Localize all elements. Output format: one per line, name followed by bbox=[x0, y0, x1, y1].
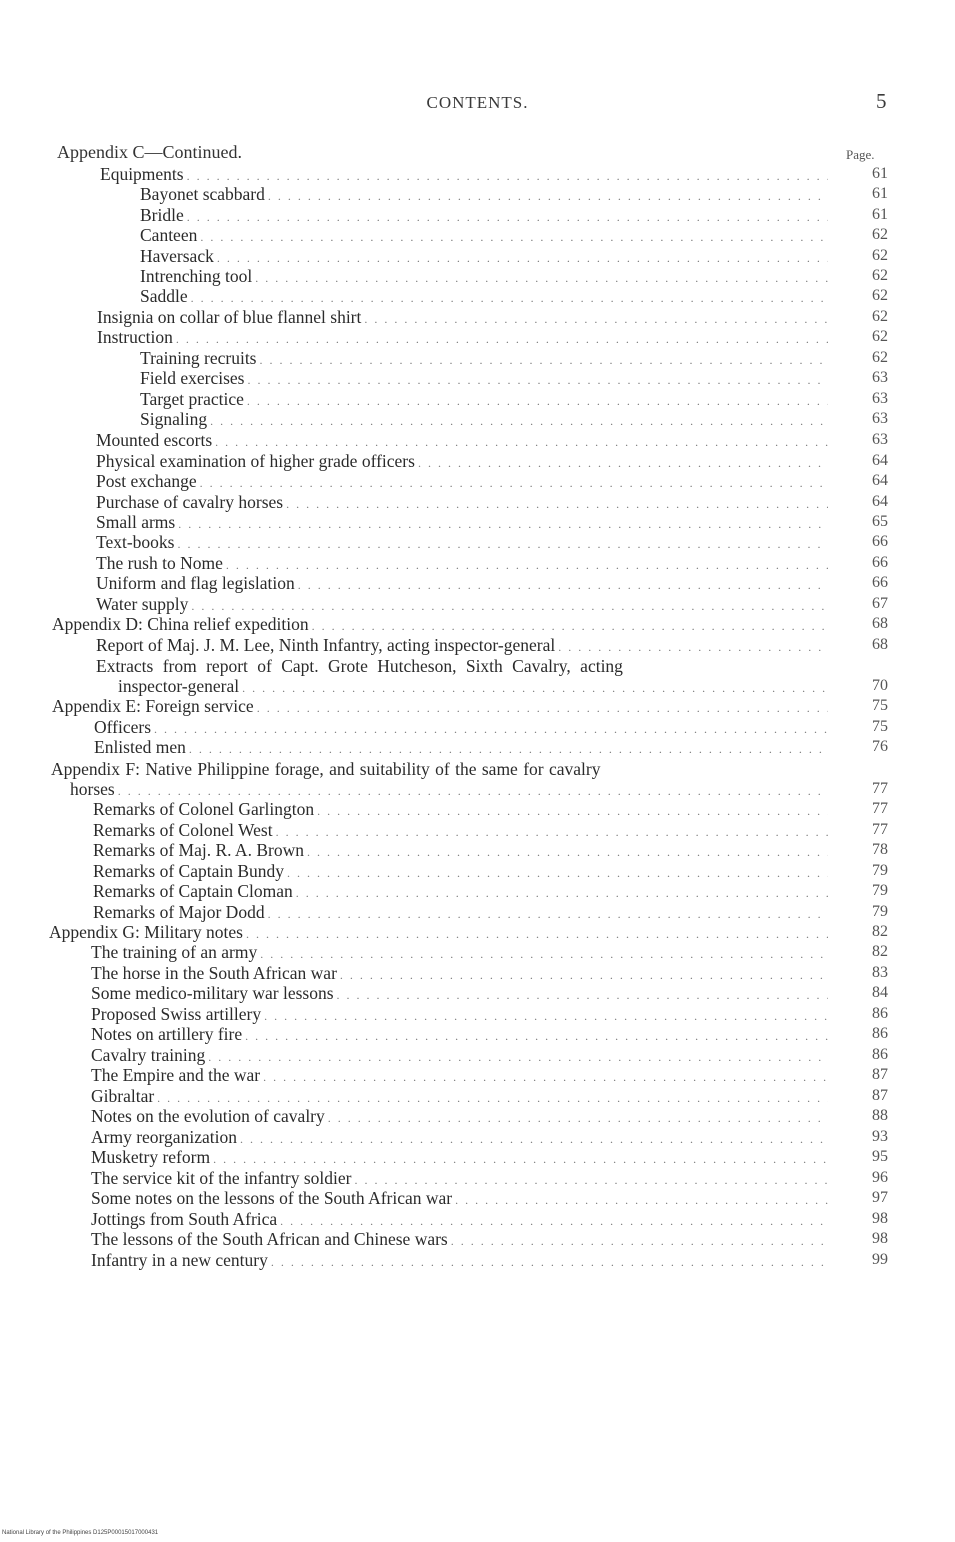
leader-dots bbox=[187, 207, 828, 227]
leader-dots bbox=[264, 1006, 828, 1026]
toc-entry-label: Extracts from report of Capt. Grote Hutcheson, Sixth Cavalry, acting bbox=[96, 656, 623, 676]
toc-entry bbox=[96, 553, 888, 573]
toc-entry-page: 99 bbox=[872, 1251, 888, 1268]
toc-entry-page: 79 bbox=[872, 882, 888, 899]
toc-entry bbox=[140, 389, 888, 409]
toc-entry bbox=[96, 532, 888, 552]
leader-dots bbox=[191, 288, 828, 308]
toc-entry bbox=[96, 635, 888, 655]
toc-entry-label: Equipments bbox=[100, 164, 184, 184]
leader-dots bbox=[268, 186, 828, 206]
toc-entry-page: 79 bbox=[872, 862, 888, 879]
toc-entry bbox=[91, 963, 888, 983]
toc-entry bbox=[96, 656, 828, 676]
toc-entry bbox=[91, 1045, 888, 1065]
toc-entry-label: Appendix E: Foreign service bbox=[52, 696, 254, 716]
toc-entry-page: 61 bbox=[872, 185, 888, 202]
leader-dots bbox=[154, 719, 828, 739]
toc-entry-page: 98 bbox=[872, 1230, 888, 1247]
toc-entry-page: 63 bbox=[872, 410, 888, 427]
toc-entry-label: Insignia on collar of blue flannel shirt bbox=[97, 307, 362, 327]
leader-dots bbox=[191, 596, 828, 616]
toc-entry-label: Saddle bbox=[140, 286, 188, 306]
toc-entry-page: 83 bbox=[872, 964, 888, 981]
toc-entry bbox=[52, 696, 888, 716]
leader-dots bbox=[418, 453, 828, 473]
leader-dots bbox=[178, 514, 828, 534]
toc-entry bbox=[91, 1147, 888, 1167]
toc-entry-label: Signaling bbox=[140, 409, 208, 429]
toc-entry-page: 61 bbox=[872, 165, 888, 182]
leader-dots bbox=[210, 411, 828, 431]
toc-entry-page: 68 bbox=[872, 615, 888, 632]
toc-entry-label: Appendix F: Native Philippine forage, and suitability of the same for cavalry bbox=[51, 759, 601, 779]
toc-entry-page: 86 bbox=[872, 1025, 888, 1042]
toc-entry-page: 63 bbox=[872, 431, 888, 448]
toc-entry bbox=[91, 1188, 888, 1208]
toc-entry-label: Report of Maj. J. M. Lee, Ninth Infantry, acting inspector-general bbox=[96, 635, 556, 655]
leader-dots bbox=[257, 698, 828, 718]
toc-entry-label: Remarks of Maj. R. A. Brown bbox=[93, 840, 304, 860]
toc-entry bbox=[93, 820, 888, 840]
leader-dots bbox=[215, 432, 828, 452]
leader-dots bbox=[287, 863, 828, 883]
leader-dots bbox=[317, 801, 828, 821]
toc-entry bbox=[96, 471, 888, 491]
leader-dots bbox=[200, 227, 828, 247]
toc-entry-label: Instruction bbox=[97, 327, 173, 347]
toc-entry-label: Haversack bbox=[140, 246, 214, 266]
toc-entry bbox=[96, 430, 888, 450]
leader-dots bbox=[312, 616, 828, 636]
toc-entry bbox=[140, 205, 888, 225]
toc-entry bbox=[91, 1250, 888, 1270]
toc-entry-label: Mounted escorts bbox=[96, 430, 213, 450]
toc-entry bbox=[49, 922, 888, 942]
leader-dots bbox=[328, 1108, 828, 1128]
toc-entry bbox=[140, 225, 888, 245]
leader-dots bbox=[364, 309, 828, 329]
toc-entry bbox=[96, 512, 888, 532]
section-heading: Appendix C—Continued. bbox=[57, 142, 242, 162]
toc-entry bbox=[96, 573, 888, 593]
toc-entry-label: Some medico-military war lessons bbox=[91, 983, 334, 1003]
toc-entry-label: Canteen bbox=[140, 225, 198, 245]
toc-entry bbox=[91, 1229, 888, 1249]
leader-dots bbox=[187, 166, 828, 186]
leader-dots bbox=[200, 473, 828, 493]
toc-entry-page: 77 bbox=[872, 821, 888, 838]
toc-entry bbox=[91, 983, 888, 1003]
toc-entry bbox=[140, 286, 888, 306]
toc-entry bbox=[96, 594, 888, 614]
leader-dots bbox=[247, 370, 828, 390]
toc-entry-page: 86 bbox=[872, 1046, 888, 1063]
toc-entry bbox=[52, 614, 888, 634]
toc-entry-page: 62 bbox=[872, 267, 888, 284]
leader-dots bbox=[307, 842, 828, 862]
toc-entry-label: Infantry in a new century bbox=[91, 1250, 268, 1270]
toc-entry-page: 75 bbox=[872, 697, 888, 714]
leader-dots bbox=[189, 739, 828, 759]
toc-entry-page: 64 bbox=[872, 472, 888, 489]
toc-entry-label: Text-books bbox=[96, 532, 175, 552]
leader-dots bbox=[217, 248, 828, 268]
leader-dots bbox=[276, 822, 828, 842]
toc-entry-page: 68 bbox=[872, 636, 888, 653]
toc-entry bbox=[97, 327, 888, 347]
toc-entry bbox=[96, 451, 888, 471]
toc-entry-label: Notes on artillery fire bbox=[91, 1024, 243, 1044]
toc-entry-page: 67 bbox=[872, 595, 888, 612]
leader-dots bbox=[558, 637, 828, 657]
toc-entry-page: 93 bbox=[872, 1128, 888, 1145]
toc-entry bbox=[91, 1168, 888, 1188]
leader-dots bbox=[118, 781, 828, 801]
toc-entry-label: The lessons of the South African and Chinese wars bbox=[91, 1229, 448, 1249]
toc-entry bbox=[91, 1086, 888, 1106]
toc-entry-page: 63 bbox=[872, 369, 888, 386]
toc-entry bbox=[93, 861, 888, 881]
leader-dots bbox=[242, 678, 828, 698]
toc-entry-page: 87 bbox=[872, 1087, 888, 1104]
toc-entry bbox=[140, 368, 888, 388]
toc-entry-page: 82 bbox=[872, 943, 888, 960]
toc-entry-page: 63 bbox=[872, 390, 888, 407]
toc-entry-label: Some notes on the lessons of the South African war bbox=[91, 1188, 453, 1208]
toc-entry-label: Post exchange bbox=[96, 471, 197, 491]
leader-dots bbox=[280, 1211, 828, 1231]
toc-entry-label: Enlisted men bbox=[94, 737, 186, 757]
toc-entry-page: 62 bbox=[872, 247, 888, 264]
toc-entry-page: 87 bbox=[872, 1066, 888, 1083]
toc-entry-label: Target practice bbox=[140, 389, 244, 409]
leader-dots bbox=[263, 1067, 828, 1087]
page-number: 5 bbox=[876, 89, 887, 113]
toc-entry-label: Bridle bbox=[140, 205, 184, 225]
toc-entry-label: The horse in the South African war bbox=[91, 963, 337, 983]
leader-dots bbox=[247, 391, 828, 411]
leader-dots bbox=[255, 268, 828, 288]
toc-entry-page: 98 bbox=[872, 1210, 888, 1227]
page-header-title: CONTENTS. bbox=[426, 93, 529, 112]
leader-dots bbox=[157, 1088, 828, 1108]
toc-entry-label: Musketry reform bbox=[91, 1147, 211, 1167]
toc-entry-page: 82 bbox=[872, 923, 888, 940]
toc-entry-page: 79 bbox=[872, 903, 888, 920]
toc-entry-label: Small arms bbox=[96, 512, 176, 532]
toc-entry-label: Appendix D: China relief expedition bbox=[52, 614, 309, 634]
toc-entry-label: Remarks of Colonel Garlington bbox=[93, 799, 315, 819]
leader-dots bbox=[208, 1047, 828, 1067]
toc-entry bbox=[118, 676, 888, 696]
toc-entry bbox=[93, 799, 888, 819]
toc-entry-label: Proposed Swiss artillery bbox=[91, 1004, 262, 1024]
toc-entry-label: Water supply bbox=[96, 594, 189, 614]
page-column-label: Page. bbox=[846, 147, 875, 162]
toc-entry-page: 62 bbox=[872, 328, 888, 345]
toc-entry-label: horses bbox=[70, 779, 115, 799]
leader-dots bbox=[271, 1252, 828, 1272]
toc-entry-label: Training recruits bbox=[140, 348, 257, 368]
toc-entry-label: The training of an army bbox=[91, 942, 258, 962]
toc-entry bbox=[91, 1127, 888, 1147]
toc-entry-label: Remarks of Captain Bundy bbox=[93, 861, 285, 881]
toc-entry bbox=[96, 492, 888, 512]
leader-dots bbox=[298, 575, 828, 595]
library-footer: National Library of the Philippines D125P00015017000431 bbox=[2, 1530, 159, 1536]
toc-entry bbox=[97, 307, 888, 327]
toc-entry-page: 65 bbox=[872, 513, 888, 530]
toc-entry-page: 88 bbox=[872, 1107, 888, 1124]
toc-entry-label: Physical examination of higher grade officers bbox=[96, 451, 415, 471]
toc-entry bbox=[91, 942, 888, 962]
toc-entry-page: 62 bbox=[872, 226, 888, 243]
toc-entry-label: Cavalry training bbox=[91, 1045, 206, 1065]
leader-dots bbox=[337, 985, 828, 1005]
toc-entry-label: inspector-general bbox=[118, 676, 240, 696]
toc-entry bbox=[140, 348, 888, 368]
leader-dots bbox=[354, 1170, 828, 1190]
leader-dots bbox=[268, 904, 828, 924]
toc-entry bbox=[91, 1065, 888, 1085]
toc-entry bbox=[93, 902, 888, 922]
toc-entry-label: Bayonet scabbard bbox=[140, 184, 265, 204]
toc-entry bbox=[140, 184, 888, 204]
toc-entry-label: Remarks of Colonel West bbox=[93, 820, 273, 840]
toc-entry-page: 95 bbox=[872, 1148, 888, 1165]
toc-entry-page: 78 bbox=[872, 841, 888, 858]
toc-entry-page: 66 bbox=[872, 554, 888, 571]
toc-entry-label: The Empire and the war bbox=[91, 1065, 261, 1085]
leader-dots bbox=[176, 329, 828, 349]
leader-dots bbox=[286, 494, 828, 514]
toc-entry bbox=[140, 266, 888, 286]
toc-entry-label: Notes on the evolution of cavalry bbox=[91, 1106, 325, 1126]
toc-entry-label: Gibraltar bbox=[91, 1086, 155, 1106]
toc-entry-label: The rush to Nome bbox=[96, 553, 223, 573]
leader-dots bbox=[240, 1129, 828, 1149]
toc-entry bbox=[70, 779, 888, 799]
toc-entry-page: 62 bbox=[872, 287, 888, 304]
leader-dots bbox=[296, 883, 828, 903]
toc-entry bbox=[51, 759, 828, 779]
toc-entry-page: 64 bbox=[872, 493, 888, 510]
toc-entry bbox=[94, 717, 888, 737]
toc-entry bbox=[91, 1024, 888, 1044]
leader-dots bbox=[178, 534, 829, 554]
toc-entry-label: Officers bbox=[94, 717, 152, 737]
toc-entry-page: 66 bbox=[872, 533, 888, 550]
toc-entry-page: 84 bbox=[872, 984, 888, 1001]
toc-entry-page: 66 bbox=[872, 574, 888, 591]
toc-entry bbox=[140, 246, 888, 266]
toc-entry bbox=[94, 737, 888, 757]
toc-entry-page: 75 bbox=[872, 718, 888, 735]
toc-entry bbox=[91, 1004, 888, 1024]
toc-entry-page: 97 bbox=[872, 1189, 888, 1206]
toc-entry bbox=[140, 409, 888, 429]
toc-entry-label: Intrenching tool bbox=[140, 266, 253, 286]
toc-entry-page: 77 bbox=[872, 800, 888, 817]
toc-entry-label: Army reorganization bbox=[91, 1127, 237, 1147]
toc-entry-label: Remarks of Captain Cloman bbox=[93, 881, 293, 901]
toc-entry-label: Remarks of Major Dodd bbox=[93, 902, 265, 922]
toc-entry bbox=[91, 1106, 888, 1126]
leader-dots bbox=[246, 924, 828, 944]
leader-dots bbox=[213, 1149, 828, 1169]
toc-entry bbox=[100, 164, 888, 184]
leader-dots bbox=[340, 965, 828, 985]
toc-entry-page: 86 bbox=[872, 1005, 888, 1022]
running-head bbox=[0, 89, 955, 117]
toc-entry-page: 70 bbox=[872, 677, 888, 694]
leader-dots bbox=[451, 1231, 828, 1251]
leader-dots bbox=[260, 350, 829, 370]
toc-entry-label: The service kit of the infantry soldier bbox=[91, 1168, 352, 1188]
toc-entry-label: Jottings from South Africa bbox=[91, 1209, 278, 1229]
toc-entry-page: 76 bbox=[872, 738, 888, 755]
toc-entry-page: 77 bbox=[872, 780, 888, 797]
toc-entry-label: Uniform and flag legislation bbox=[96, 573, 295, 593]
leader-dots bbox=[245, 1026, 828, 1046]
toc-entry-page: 62 bbox=[872, 308, 888, 325]
toc-entry-page: 64 bbox=[872, 452, 888, 469]
toc-entry bbox=[93, 840, 888, 860]
toc-entry-page: 62 bbox=[872, 349, 888, 366]
toc-entry-label: Field exercises bbox=[140, 368, 245, 388]
toc-entry-page: 61 bbox=[872, 206, 888, 223]
leader-dots bbox=[226, 555, 828, 575]
toc-entry bbox=[93, 881, 888, 901]
toc-entry-label: Purchase of cavalry horses bbox=[96, 492, 284, 512]
leader-dots bbox=[455, 1190, 828, 1210]
toc-entry bbox=[91, 1209, 888, 1229]
toc-entry-label: Appendix G: Military notes bbox=[49, 922, 243, 942]
toc-entry-page: 96 bbox=[872, 1169, 888, 1186]
leader-dots bbox=[260, 944, 828, 964]
